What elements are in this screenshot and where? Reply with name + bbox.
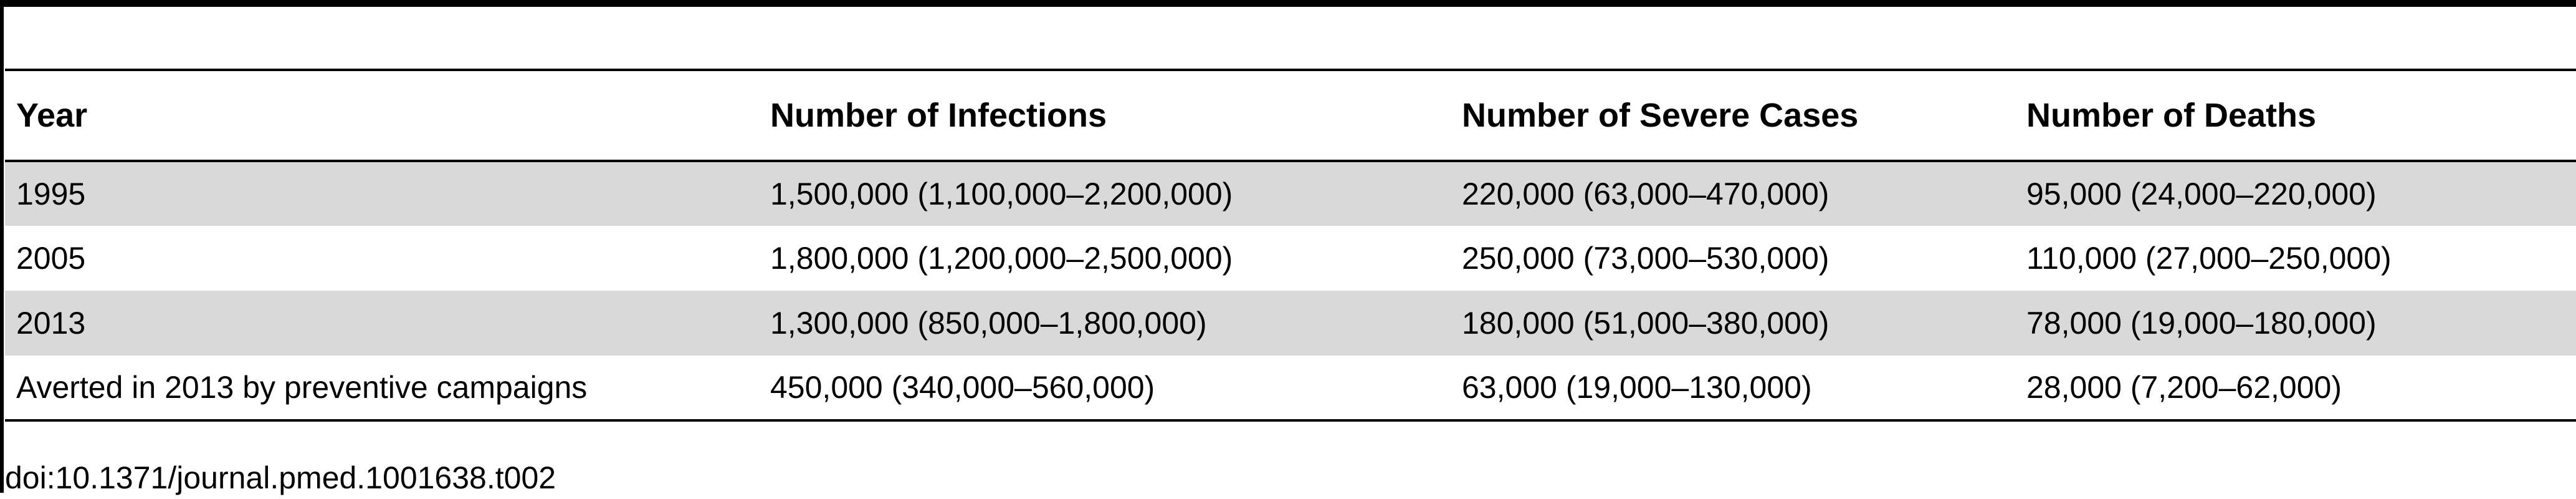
- table-row: [5, 161, 2576, 226]
- cell-severe-cases: 63,000 (19,000–130,000): [1462, 370, 1812, 405]
- doi-footnote: doi:10.1371/journal.pmed.1001638.t002: [5, 460, 556, 495]
- table-row: [5, 226, 2576, 291]
- header-severe-cases: Number of Severe Cases: [1462, 97, 1859, 134]
- cell-severe-cases: 250,000 (73,000–530,000): [1462, 241, 1829, 276]
- cell-deaths: 110,000 (27,000–250,000): [2026, 241, 2392, 276]
- header-year: Year: [16, 97, 88, 134]
- cell-year: 2013: [16, 306, 86, 341]
- cell-deaths: 95,000 (24,000–220,000): [2026, 177, 2377, 211]
- table-row: [5, 356, 2576, 420]
- table-row: [5, 291, 2576, 356]
- cell-deaths: 28,000 (7,200–62,000): [2026, 370, 2342, 405]
- header-deaths: Number of Deaths: [2026, 97, 2317, 134]
- data-table-container: [5, 69, 2576, 422]
- cell-infections: 1,800,000 (1,200,000–2,500,000): [770, 241, 1233, 276]
- data-table: [5, 69, 2576, 422]
- cell-year: Averted in 2013 by preventive campaigns: [16, 370, 588, 405]
- table-header-row: [5, 70, 2576, 161]
- cell-severe-cases: 180,000 (51,000–380,000): [1462, 306, 1829, 341]
- header-infections: Number of Infections: [770, 97, 1107, 134]
- top-rule: [0, 0, 2576, 7]
- cell-year: 2005: [16, 241, 86, 276]
- left-rule: [0, 0, 4, 493]
- cell-year: 1995: [16, 177, 86, 211]
- cell-infections: 1,500,000 (1,100,000–2,200,000): [770, 177, 1233, 211]
- cell-severe-cases: 220,000 (63,000–470,000): [1462, 177, 1829, 211]
- cell-infections: 450,000 (340,000–560,000): [770, 370, 1155, 405]
- cell-deaths: 78,000 (19,000–180,000): [2026, 306, 2377, 341]
- cell-infections: 1,300,000 (850,000–1,800,000): [770, 306, 1207, 341]
